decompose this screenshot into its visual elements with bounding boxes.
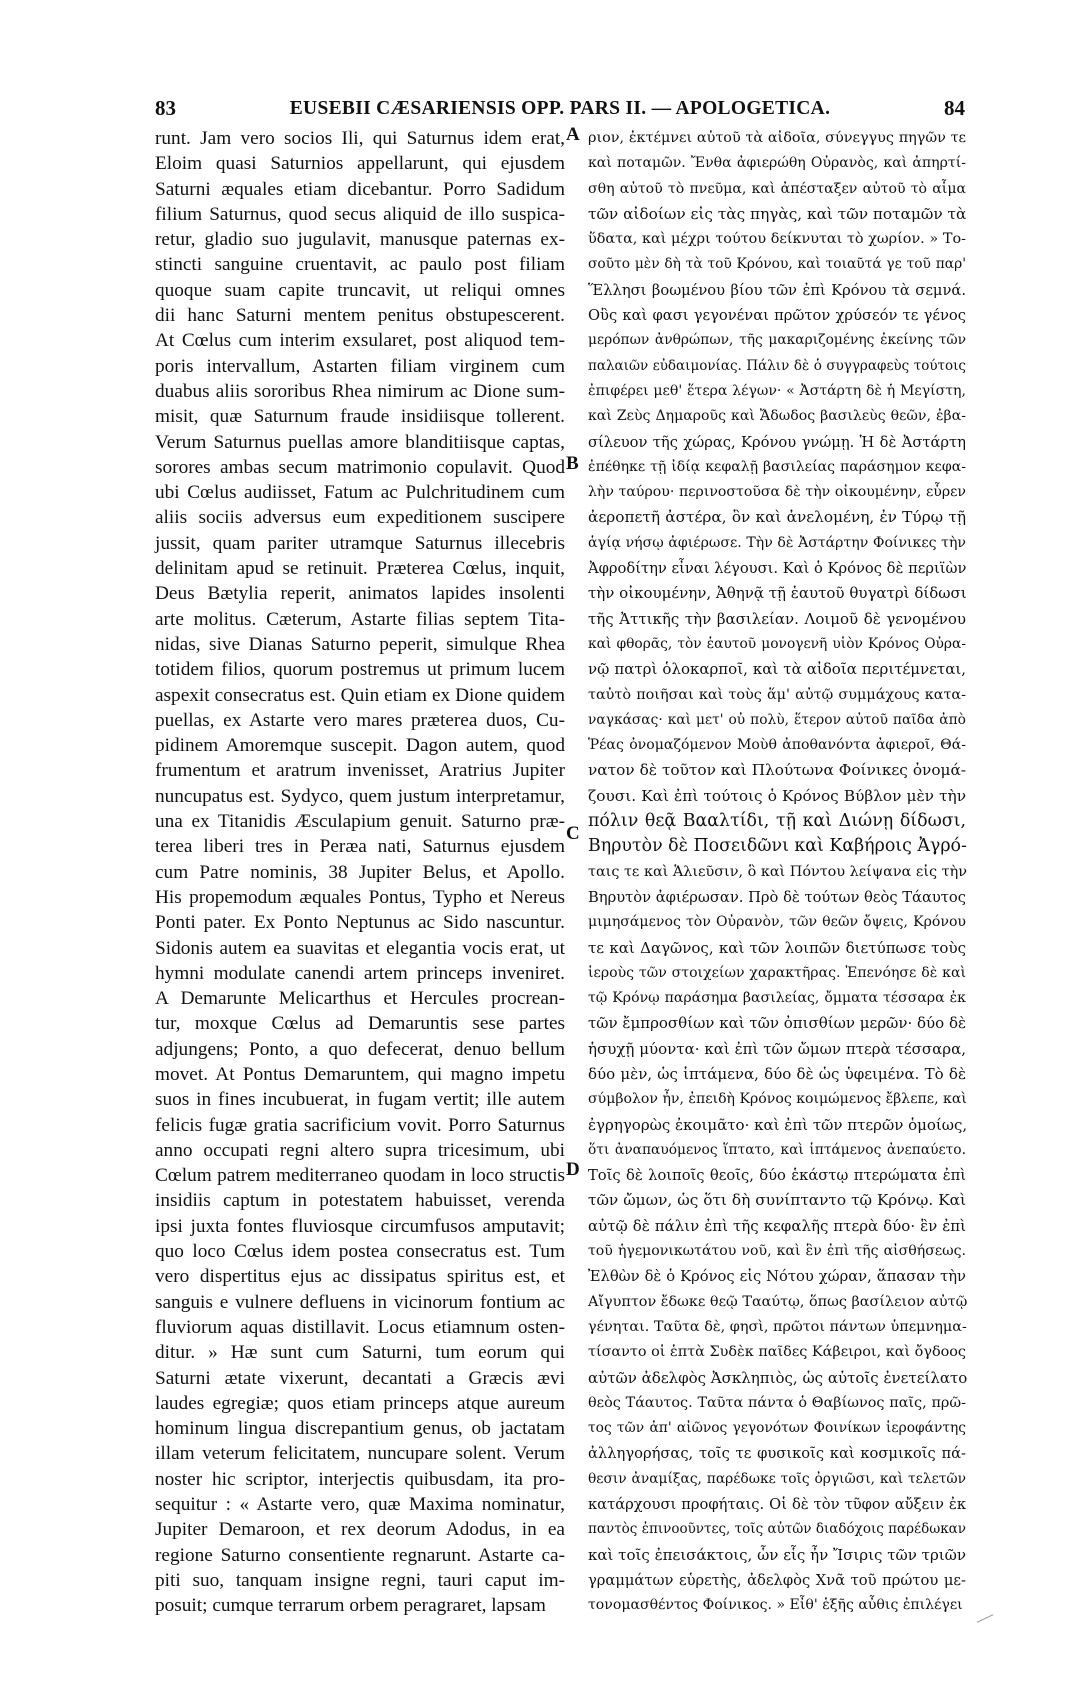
greek-text-line: καὶ φθορᾶς, τὸν ἑαυτοῦ μονογενῆ υἱὸν Κρόνος Οὐρα- (588, 635, 966, 652)
latin-text-line: sequitur : « Astarte vero, quæ Maxima nominatur, (155, 1494, 565, 1516)
greek-text-line: πόλιν θεᾷ Βααλτίδι, τῇ καὶ Διώνῃ δίδωσι, (588, 811, 966, 832)
greek-text-line: σίλευον τῆς χώρας, Κρόνου γνώμῃ. Ἡ δὲ Ἀστάρτη (588, 433, 966, 451)
margin-marker-c: C (566, 823, 580, 844)
greek-text-line: νῷ πατρὶ ὁλοκαρποῖ, καὶ τὰ αἰδοῖα περιτέμνεται, (588, 660, 966, 679)
greek-text-line: ταις τε καὶ Ἁλιεῦσιν, ὃ καὶ Πόντου λείψανα εἰς τὴν (588, 863, 967, 880)
greek-text-line: κατάρχουσι προφήταις. Οἱ δὲ τὸν τῦφον αὔξειν ἐκ (588, 1496, 966, 1514)
latin-text-line: laudes egregiæ; quos etiam princeps atque aureum (155, 1392, 565, 1414)
latin-text-line: regione Saturno consentiente regnarunt. Astarte ca- (155, 1544, 565, 1566)
greek-text-line: αὐτῷ δὲ πάλιν ἐπὶ τῆς κεφαλῆς πτερὰ δύο· ἓν ἐπὶ (588, 1216, 966, 1235)
latin-text-line: una ex Titanidis Æsculapium genuit. Saturno præ- (155, 811, 565, 833)
latin-text-line: sanguis e vulnere defluens in vicinorum fontium ac (155, 1291, 565, 1313)
margin-marker-b: B (566, 453, 579, 474)
latin-text-line: ubi Cœlus audiisset, Fatum ac Pulchritudinem cum (155, 482, 565, 504)
margin-marker-a: A (566, 124, 580, 145)
latin-text-line: Cœlum patrem mediterraneo quodam in loco structis (155, 1165, 565, 1187)
greek-text-line: δύο μὲν, ὡς ἱπτάμενα, δύο δὲ ὡς ὑφειμένα. Τὸ δὲ (588, 1064, 966, 1083)
greek-text-line: καὶ τοῖς ἐπεισάκτοις, ὧν εἷς ἦν Ἴσιρις τῶν τριῶν (588, 1545, 966, 1564)
greek-text-line: γένηται. Ταῦτα δὲ, φησὶ, πρῶτοι πάντων ὑπεμνημα- (588, 1318, 967, 1335)
latin-text-line: illam veterum felicitatem, nuncupare solent. Verum (155, 1443, 565, 1465)
greek-text-line: ταὐτὸ ποιῆσαι καὶ τοὺς ἅμ' αὐτῷ συμμάχους κατα- (588, 686, 966, 703)
greek-text-line: ἀεροπετῆ ἀστέρα, ὃν καὶ ἀνελομένη, ἐν Τύρῳ τῇ (588, 508, 966, 527)
greek-text-line: τε καὶ Δαγῶνος, καὶ τῶν λοιπῶν διετύπωσε τοὺς (588, 938, 966, 957)
greek-text-line: τίσαντο οἱ ἑπτὰ Συδὲκ παῖδες Κάβειροι, καὶ ὄγδοος (588, 1344, 966, 1361)
page-number-left: 83 (155, 96, 176, 120)
greek-text-line: τῷ Κρόνῳ παράσημα βασιλείας, ὄμματα τέσσαρα ἐκ (588, 990, 966, 1007)
latin-text-line: insidiis captum in potestatem habuisset, verenda (155, 1190, 565, 1212)
greek-text-line: ἐπέθηκε τῇ ἰδίᾳ κεφαλῇ βασιλείας παράσημον κεφα- (588, 458, 966, 475)
greek-text-line: Αἴγυπτον ἔδωκε θεῷ Τααύτῳ, ὅπως βασίλειον αὐτῷ (588, 1293, 968, 1310)
greek-text-line: ὅτι ἀναπαυόμενος ἵπτατο, καὶ ἱπτάμενος ἀνεπαύετο. (588, 1141, 966, 1158)
latin-text-line: aspexit consecratus est. Quin etiam ex Dione quidem (155, 684, 565, 706)
greek-text-line: σοῦτο μὲν δὴ τὰ τοῦ Κρόνου, καὶ τοιαῦτά γε τοῦ παρ' (588, 256, 966, 273)
latin-text-line: Sidonis autem ea suavitas et elegantia vocis erat, ut (155, 937, 565, 959)
latin-text-line: Jupiter Demaroon, et rex deorum Adodus, in ea (155, 1519, 565, 1541)
latin-text-line: ditur. » Hæ sunt cum Saturni, tum eorum qui (155, 1342, 565, 1364)
greek-text-line: ζουσι. Καὶ ἐπὶ τούτοις ὁ Κρόνος Βύβλον μὲν τὴν (588, 786, 966, 805)
latin-text-line: dii hanc Saturni mentem penitus obstupescerent. (155, 305, 565, 327)
latin-text-line: tur, moxque Cœlus ad Demaruntis sese partes (155, 1013, 565, 1035)
greek-text-line: ἀλληγορήσας, τοῖς τε φυσικοῖς καὶ κοσμικοῖς πά- (588, 1445, 966, 1463)
latin-text-line: vero dispertitus ejus ac dissipatus spiritus est, et (155, 1266, 565, 1288)
latin-text-line: cum Patre nominis, 38 Jupiter Belus, et Apollo. (155, 861, 565, 883)
greek-text-line: σθη αὐτοῦ τὸ πνεῦμα, καὶ ἀπέσταξεν αὐτοῦ τὸ αἷμα (588, 180, 966, 197)
latin-text-line: stincti sanguine cruentavit, ac paulo post filiam (155, 254, 565, 276)
greek-text-line: Βηρυτὸν δὲ Ποσειδῶνι καὶ Καβήροις Ἀγρό- (588, 836, 967, 857)
latin-text-line: Verum Saturnus puellas amore blanditiisque captas, (155, 431, 565, 453)
latin-text-line: hominum lingua discrepantium genus, ob jactatam (155, 1418, 565, 1440)
greek-text-line: Ῥέας ὀνομαζόμενον Μοὺθ ἀποθανόντα ἀφιεροῖ, Θά- (588, 737, 966, 754)
pen-mark (977, 1614, 994, 1623)
latin-text-line: hymni modulate canendi artem princeps inveniret. (155, 962, 565, 984)
latin-text-line: sorores ambas secum matrimonio copulavit. Quod (155, 456, 565, 478)
latin-text-line: pidinem Amoremque suscepit. Dagon autem, quod (155, 735, 565, 757)
greek-text-line: ναγκάσας· καὶ μετ' οὐ πολὺ, ἕτερον αὐτοῦ παῖδα ἀπὸ (588, 711, 966, 728)
greek-text-line: παλαιῶν εὐδαιμονίας. Πάλιν δὲ ὁ συγγραφεὺς τούτοις (588, 357, 966, 374)
latin-text-line: anno occupati regni altero supra tricesimum, ubi (155, 1139, 565, 1161)
greek-text-line: ἁγίᾳ νήσῳ ἀφιέρωσε. Τὴν δὲ Ἀστάρτην Φοίνικες τὴν (588, 534, 966, 551)
latin-text-line: Deus Bætylia reperit, animatos lapides insolenti (155, 583, 565, 605)
latin-text-line: retur, gladio suo jugulavit, manusque paternas ex- (155, 229, 565, 251)
latin-text-line: Saturni ætate vixerunt, decantati a Græcis ævi (155, 1367, 565, 1389)
greek-text-line: αὐτῶν ἀδελφὸς Ἀσκληπιὸς, ὡς αὐτοῖς ἐνετείλατο (588, 1368, 968, 1387)
latin-text-line: misit, quæ Saturnum fraude insidiisque tollerent. (155, 406, 565, 428)
greek-text-line: ριον, ἐκτέμνει αὐτοῦ τὰ αἰδοῖα, σύνεγγυς πηγῶν τε (588, 130, 966, 146)
greek-text-line: τονομασθέντος Φοίνικος. » Εἶθ' ἑξῆς αὖθις ἐπιλέγει (588, 1597, 963, 1614)
greek-text-line: τῶν ἔμπροσθίων καὶ τῶν ὀπισθίων μερῶν· δύο δὲ (588, 1014, 967, 1033)
greek-text-line: ὕδατα, καὶ μέχρι τούτου δείκνυται τὸ χωρίον. » Το- (588, 231, 966, 248)
latin-text-line: fluviorum aquas distillavit. Locus etiamnum osten- (155, 1316, 565, 1338)
latin-text-line: duabus aliis sororibus Rhea nimirum ac Dione sum- (155, 380, 565, 402)
greek-text-line: ἱεροὺς τῶν στοιχείων χαρακτῆρας. Ἐπενόησε δὲ καὶ (588, 964, 966, 981)
greek-text-line: μερόπων ἀνθρώπων, τῆς μακαριζομένης ἐκείνης τῶν (588, 332, 966, 349)
greek-text-line: ἐπιφέρει μεθ' ἕτερα λέγων· « Ἀστάρτη δὲ ἡ Μεγίστη, (588, 382, 966, 399)
latin-text-line: A Demarunte Melicarthus et Hercules procrean- (155, 988, 565, 1010)
greek-text-line: Ἐλθὼν δὲ ὁ Κρόνος εἰς Νότου χώραν, ἅπασαν τὴν (588, 1268, 966, 1286)
latin-text-line: ipsi juxta fontes fluviosque circumfusos amputavit; (155, 1215, 565, 1237)
latin-text-line: jussit, quam pariter utramque Saturnus illecebris (155, 532, 565, 554)
greek-text-line: Ἕλλησι βοωμένου βίου τῶν ἐπὶ Κρόνου τὰ σεμνά. (588, 281, 966, 299)
greek-text-line: θεὸς Τάαυτος. Ταῦτα πάντα ὁ Θαβίωνος παῖς, πρῶ- (588, 1394, 966, 1411)
greek-text-line: τῆς Ἀττικῆς τὴν βασιλείαν. Λοιμοῦ δὲ γενομένου (588, 609, 966, 628)
latin-text-line: poris intervallum, Astarten filiam virginem cum (155, 355, 565, 377)
greek-text-line: νατον δὲ τοῦτον καὶ Πλούτωνα Φοίνικες ὀνομά- (588, 761, 966, 780)
greek-text-line: Τοῖς δὲ λοιποῖς θεοῖς, δύο ἑκάστῳ πτερώματα ἐπὶ (588, 1167, 966, 1185)
latin-text-line: arte molitus. Cæterum, Astarte filias septem Tita- (155, 608, 565, 630)
greek-text-line: μιμησάμενος τὸν Οὐρανὸν, τῶν θεῶν ὄψεις, Κρόνου (588, 914, 966, 931)
greek-text-line: Οὓς καὶ φασι γεγονέναι πρῶτον χρύσεόν τε γένος (588, 307, 966, 325)
latin-text-line: terea liberi tres in Peræa nati, Saturnus ejusdem (155, 836, 565, 858)
greek-text-line: ἡσυχῇ μύοντα· καὶ ἐπὶ τῶν ὤμων πτερὰ τέσσαρα, (588, 1039, 966, 1058)
latin-text-line: puellas, ex Astarte vero mares præterea duos, Cu- (155, 709, 565, 731)
latin-text-line: Eloim quasi Saturnios appellarunt, qui ejusdem (155, 153, 565, 175)
latin-text-line: frumentum et aratrum invenisset, Aratrius Jupiter (155, 760, 565, 782)
latin-text-line: Ponti pater. Ex Ponto Neptunus ac Sido nascuntur. (155, 912, 565, 934)
latin-text-line: noster hic scriptor, interjectis quibusdam, ita pro- (155, 1468, 565, 1490)
greek-text-line: τὴν οἰκουμένην, Ἀθηνᾷ τῇ ἑαυτοῦ θυγατρὶ δίδωσι (588, 584, 967, 603)
greek-text-line: γραμμάτων εὑρετὴς, ἀδελφὸς Χνᾶ τοῦ πρώτου με- (588, 1571, 966, 1589)
latin-text-line: totidem filios, quorum postremus ut primum lucem (155, 659, 565, 681)
latin-text-line: nidas, sive Dianas Saturno peperit, simulque Rhea (155, 633, 565, 655)
margin-marker-d: D (566, 1159, 580, 1180)
latin-text-line: posuit; cumque terrarum orbem peragraret, lapsam (155, 1595, 546, 1617)
latin-text-line: aliis sociis adversus eum expeditionem suscipere (155, 507, 565, 529)
greek-text-line: καὶ ποταμῶν. Ἔνθα ἀφιερώθη Οὐρανὸς, καὶ ἀπηρτί- (588, 155, 966, 172)
latin-column (155, 126, 565, 1619)
latin-text-line: runt. Jam vero socios Ili, qui Saturnus idem erat, (155, 128, 565, 149)
latin-text-line: adjungens; Ponto, a quo defecerat, denuo bellum (155, 1038, 565, 1060)
greek-text-line: σύμβολον ἦν, ἐπειδὴ Κρόνος κοιμώμενος ἔβλεπε, καὶ (588, 1091, 967, 1108)
running-title: EUSEBII CÆSARIENSIS OPP. PARS II. — APOLOGETICA. (289, 98, 831, 119)
page-number-right: 84 (944, 96, 965, 120)
latin-text-line: piti suo, tanquam insigne regni, tauri caput im- (155, 1569, 565, 1591)
greek-text-line: λὴν ταύρου· περινοστοῦσα δὲ τὴν οἰκουμένην, εὗρεν (588, 484, 966, 501)
greek-text-line: καὶ Ζεὺς Δημαροῦς καὶ Ἄδωδος βασιλεὺς θεῶν, ἐβα- (588, 408, 966, 425)
greek-text-line: τῶν ὤμων, ὡς ὅτι δὴ συνίπταντο τῷ Κρόνῳ. Καὶ (588, 1191, 966, 1210)
latin-text-line: quoque suam capite truncavit, ut reliqui omnes (155, 279, 565, 301)
greek-text-line: τοῦ ἡγεμονικωτάτου νοῦ, καὶ ἓν ἐπὶ τῆς αἰσθήσεως. (588, 1243, 966, 1260)
latin-text-line: movet. At Pontus Demaruntem, qui magno impetu (155, 1063, 565, 1085)
greek-text-line: θεσιν ἀναμίξας, παρέδωκε τοῖς ὀργιῶσι, καὶ τελετῶν (588, 1470, 966, 1487)
latin-text-line: At Cœlus cum interim exsularet, post aliquod tem- (155, 330, 565, 352)
greek-text-line: τῶν αἰδοίων εἰς τὰς πηγὰς, καὶ τῶν ποταμῶν τὰ (588, 204, 967, 223)
latin-text-line: His propemodum æquales Pontus, Typho et Nereus (155, 886, 565, 908)
greek-column (588, 126, 966, 1619)
running-header (155, 96, 965, 124)
latin-text-line: delinitam apud se retinuit. Præterea Cœlus, inquit, (155, 558, 565, 580)
greek-text-line: ἐγρηγορὼς ἐκοιμᾶτο· καὶ ἐπὶ τῶν πτερῶν ὁμοίως, (588, 1115, 968, 1134)
latin-text-line: felicis fugæ gratia sacrificium vovit. Porro Saturnus (155, 1114, 565, 1136)
latin-text-line: filium Saturnus, quod secus aliquid de illo suspica- (155, 203, 565, 225)
greek-text-line: Βηρυτὸν ἀφιέρωσαν. Πρὸ δὲ τούτων θεὸς Τάαυτος (588, 888, 967, 906)
latin-text-line: nuncupatus est. Sydyco, quem justum interpretamur, (155, 785, 565, 807)
latin-text-line: suos in fines incubuerat, in fugam vertit; ille autem (155, 1089, 565, 1111)
greek-text-line: Ἀφροδίτην εἶναι λέγουσι. Καὶ ὁ Κρόνος δὲ περιϊὼν (588, 560, 967, 578)
greek-text-line: παντὸς ἐπινοοῦντες, τοῖς αὐτῶν διαδόχοις παρέδωκαν (588, 1521, 966, 1538)
greek-text-line: τος τῶν ἀπ' αἰῶνος γεγονότων Φοινίκων ἱεροφάντης (588, 1420, 966, 1437)
latin-text-line: quo loco Cœlus idem postea consecratus est. Tum (155, 1241, 565, 1263)
latin-text-line: Saturni æquales etiam dicebantur. Porro Sadidum (155, 178, 565, 200)
